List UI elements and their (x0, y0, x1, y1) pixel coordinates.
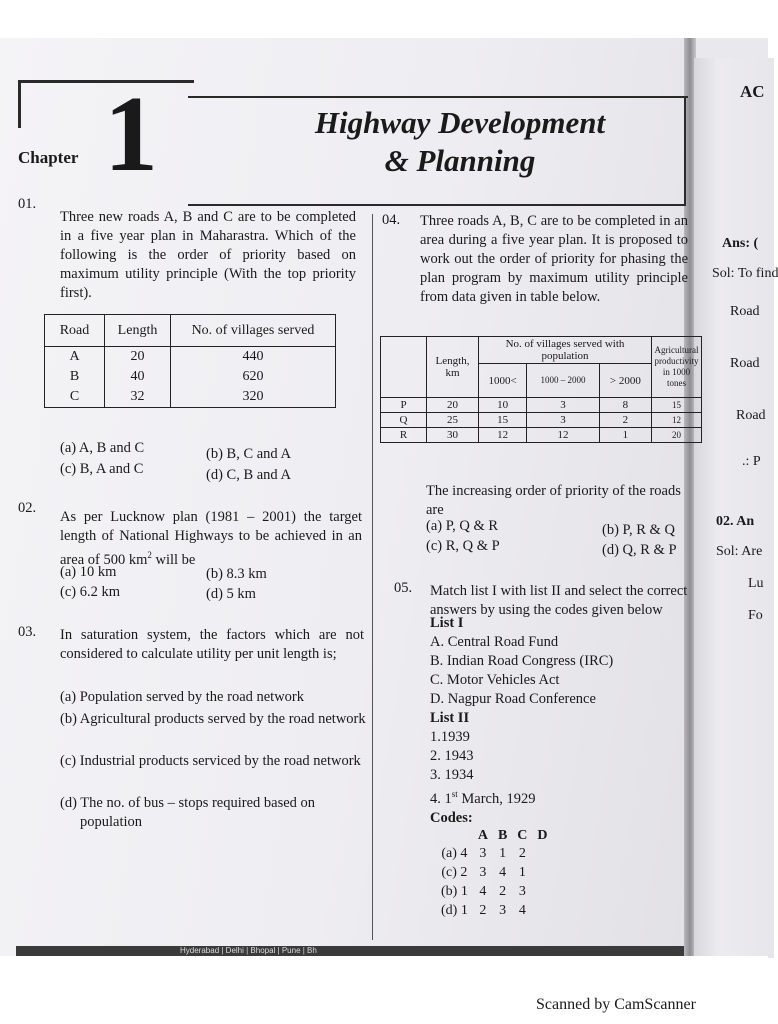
list-item: 3. 1934 (430, 767, 474, 783)
q03-number: 03. (18, 624, 37, 640)
codes-title: Codes: (430, 809, 473, 826)
table-header (436, 828, 473, 844)
table-cell: 20 (427, 398, 479, 413)
q04-option-a: (a) P, Q & R (426, 518, 499, 534)
table-cell: 20 (105, 347, 171, 368)
table-header-row (381, 337, 702, 364)
table-cell: 3 (527, 398, 599, 413)
table-row (436, 901, 553, 920)
table-cell: 620 (171, 367, 336, 387)
table-header: No. of villages served (171, 315, 336, 347)
table-cell: 20 (652, 428, 702, 443)
list-item: 2. 1943 (430, 748, 474, 764)
table-cell: 40 (105, 367, 171, 387)
table-cell: 1 (499, 845, 507, 861)
table-cell: A (45, 347, 105, 368)
table-cell: Q (381, 413, 427, 428)
table-row (45, 367, 336, 387)
table-cell: 25 (427, 413, 479, 428)
list2-title: List II (430, 710, 470, 726)
q01-text: Three new roads A, B and C are to be completed in a five year plan in Maharastra. Which of the following is the order of priority based on maximum utility principle (With the top priority first). (60, 209, 356, 301)
list-item: D. Nagpur Road Conference (430, 691, 596, 707)
table-cell: 8 (599, 398, 651, 413)
page-footer-text: Hyderabad | Delhi | Bhopal | Pune | Bh (180, 946, 317, 955)
table-cell: 320 (171, 387, 336, 408)
q01-option-b: (b) B, C and A (206, 446, 291, 462)
side-text: Road (730, 304, 760, 319)
list1-title: List I (430, 615, 464, 631)
q04-text: Three roads A, B, C are to be completed in an area during a five year plan. It is proposed to work out the order of priority for phasing the plan program by maximum utility principle from data given in table below. (420, 213, 688, 305)
table-cell: 1 (599, 428, 651, 443)
q05-text: Match list I with list II and select the correct answers by using the codes given below (430, 583, 688, 618)
q01-option-d: (d) C, B and A (206, 467, 291, 483)
table-cell: (d) 1 (441, 902, 468, 918)
table-row (381, 398, 702, 413)
facing-page (694, 58, 774, 958)
side-text: Ans: ( (722, 236, 759, 251)
table-cell: 12 (652, 413, 702, 428)
table-cell: 12 (479, 428, 527, 443)
table-header-row (436, 828, 553, 844)
table-row (45, 347, 336, 368)
table-header: D (537, 828, 548, 843)
table-cell: C (45, 387, 105, 408)
q04-number: 04. (382, 212, 401, 228)
table-header: No. of villages served with population (479, 337, 652, 364)
q03-option-a: (a) Population served by the road network (60, 689, 305, 705)
table-header-row (45, 315, 336, 347)
side-text: Road (730, 356, 760, 371)
q04-table (380, 336, 702, 443)
side-text: Sol: To find (712, 266, 778, 281)
table-row (436, 863, 553, 882)
list-item: C. Motor Vehicles Act (430, 672, 560, 688)
list-item: 4. 1st March, 1929 (430, 789, 536, 807)
q05-codes-table (436, 828, 553, 920)
list-item: B. Indian Road Congress (IRC) (430, 653, 614, 669)
side-text: Lu (748, 576, 764, 591)
table-header: Agricultural productivity in 1000 tones (652, 337, 702, 398)
table-header: B (497, 828, 508, 843)
side-text: AC (740, 82, 765, 101)
q01-option-c: (c) B, A and C (60, 461, 144, 477)
side-text: .: P (742, 454, 761, 469)
table-row (381, 428, 702, 443)
table-row (381, 413, 702, 428)
table-cell: 15 (652, 398, 702, 413)
table-cell: 3 (499, 902, 507, 918)
table-cell: 2 (499, 883, 507, 899)
q02-option-c: (c) 6.2 km (60, 584, 120, 600)
q03-option-b: (b) Agricultural products served by the road network (60, 711, 366, 727)
table-cell: 30 (427, 428, 479, 443)
table-cell: R (381, 428, 427, 443)
q05-number: 05. (394, 580, 413, 596)
q03-option-c: (c) Industrial products serviced by the road network (60, 753, 361, 769)
table-header: C (517, 828, 528, 843)
photo-top-margin (0, 0, 768, 38)
table-cell: (c) 2 (441, 864, 468, 880)
table-cell: 4 (499, 864, 507, 880)
chapter-title-line1: Highway Development (314, 105, 606, 140)
column-divider (372, 214, 373, 940)
table-cell: (b) 1 (441, 883, 468, 899)
table-header: 1000< (479, 364, 527, 398)
table-header: > 2000 (599, 364, 651, 398)
table-cell: 4 (518, 902, 526, 918)
side-text: 02. An (716, 514, 755, 529)
q02-number: 02. (18, 500, 37, 516)
table-cell: 3 (479, 845, 487, 861)
q01-table (44, 314, 336, 408)
table-cell: 2 (518, 845, 526, 861)
table-cell: 3 (518, 883, 526, 899)
table-row (436, 844, 553, 863)
table-cell: 440 (171, 347, 336, 368)
table-header: Road (45, 315, 105, 347)
table-cell: 3 (479, 864, 487, 880)
table-cell: 15 (479, 413, 527, 428)
q04-question: The increasing order of priority of the roads are (426, 483, 681, 518)
list-item: A. Central Road Fund (430, 634, 559, 650)
q02-option-d: (d) 5 km (206, 586, 256, 602)
q04-option-b: (b) P, R & Q (602, 522, 675, 538)
q02-text: As per Lucknow plan (1981 – 2001) the target length of National Highways to be achieved in an area of 500 $km^2$ will be (60, 509, 362, 568)
scanner-watermark: Scanned by CamScanner (536, 996, 696, 1013)
q03-option-d: (d) The no. of bus – stops required based on population (60, 795, 316, 830)
table-cell: (a) 4 (441, 845, 468, 861)
table-cell: 4 (479, 883, 487, 899)
page-footer-bar (16, 946, 684, 956)
table-cell: 2 (599, 413, 651, 428)
q01-number: 01. (18, 196, 37, 212)
table-cell: 2 (479, 902, 487, 918)
side-text: Road (736, 408, 766, 423)
table-header (381, 337, 427, 398)
q04-option-d: (d) Q, R & P (602, 542, 677, 558)
chapter-number: 1 (104, 75, 158, 194)
table-header: A (477, 828, 488, 843)
table-header: Length, km (427, 337, 479, 398)
chapter-title-line2: & Planning (384, 143, 536, 178)
q05-list1 (430, 614, 613, 828)
q02-option-b: (b) 8.3 km (206, 566, 267, 582)
q04-option-c: (c) R, Q & P (426, 538, 500, 554)
table-header: Length (105, 315, 171, 347)
q01-option-a: (a) A, B and C (60, 440, 145, 456)
table-cell: B (45, 367, 105, 387)
table-row (436, 882, 553, 901)
chapter-title (250, 104, 670, 180)
table-row (45, 387, 336, 408)
table-header: 1000 – 2000 (527, 364, 599, 398)
table-cell: 32 (105, 387, 171, 408)
table-cell: 12 (527, 428, 599, 443)
side-text: Fo (748, 608, 763, 623)
table-cell: 3 (527, 413, 599, 428)
q03-text: In saturation system, the factors which are not considered to calculate utility per unit length is; (60, 627, 364, 662)
table-cell: P (381, 398, 427, 413)
side-text: Sol: Are (716, 544, 763, 559)
q02-option-a: (a) 10 km (60, 564, 117, 580)
table-cell: 10 (479, 398, 527, 413)
table-cell: 1 (518, 864, 526, 880)
list-item: 1.1939 (430, 729, 470, 745)
chapter-label: Chapter (18, 148, 79, 167)
